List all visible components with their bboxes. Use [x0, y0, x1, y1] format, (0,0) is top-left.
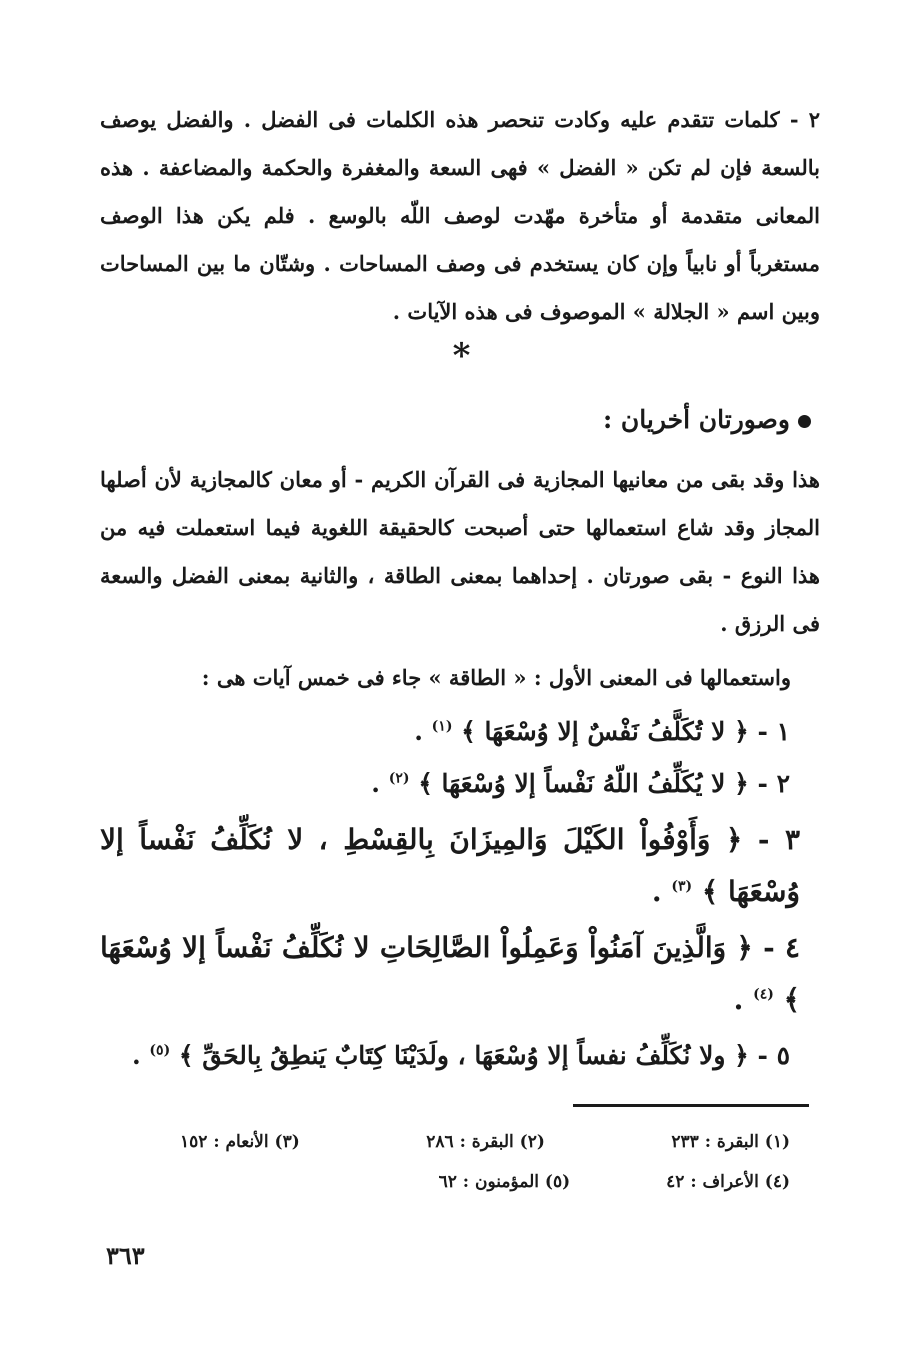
section-title-text: وصورتان أخريان :: [603, 405, 790, 434]
paragraph-2: هذا وقد بقى من معانيها المجازية فى القرآن الكريم - أو معان كالمجازية لأن أصلها المجاز وقد شاع استعمالها حتى أصبحت كالحقيقة اللغوية فيما استعملت فيه من هذا النوع - بقى صورتان . إحداهما بمعنى الطاقة ، والثانية بمعنى الفضل والسعة فى الرزق .: [100, 467, 820, 636]
verses-intro: واستعمالها فى المعنى الأول : « الطاقة » جاء فى خمس آيات هى :: [201, 665, 791, 690]
footnote-ref: (٥): [149, 1042, 171, 1059]
footnote-1: (١) البقرة : ٢٣٣: [671, 1132, 790, 1152]
verse-text: ٣ - ﴿ وَأَوْفُواْ الكَيْلَ وَالمِيزَانَ بِالقِسْطِ ، لا نُكَلِّفُ نَفْساً إلا وُسْعَهَا ﴾: [100, 823, 800, 908]
footnote-2: (٢) البقرة : ٢٨٦: [426, 1132, 545, 1152]
verse-3: [100, 814, 800, 918]
footnote-ref: (١): [431, 718, 453, 735]
footnote-divider: [573, 1104, 809, 1107]
verse-end: .: [414, 717, 432, 746]
verse-4: [100, 922, 800, 1026]
footnote-5: (٥) المؤمنون : ٦٢: [438, 1172, 571, 1192]
page-number: ٣٦٣: [106, 1241, 145, 1270]
paragraph-1: ٢ - كلمات تتقدم عليه وكادت تنحصر هذه الكلمات فى الفضل . والفضل يوصف بالسعة فإن لم تكن « الفضل » فهى السعة والمغفرة والحكمة والمضاعفة . هذه المعانى متقدمة أو متأخرة مهّدت لوصف اللّه بالوسع . فلم يكن هذا الوصف مستغرباً أو نابياً وإن كان يستخدم فى وصف المساحات . وشتّان ما بين المساحات وبين اسم « الجلالة » الموصوف فى هذه الآيات .: [100, 107, 820, 324]
footnote-ref: (٢): [388, 770, 410, 787]
verse-text: ٢ - ﴿ لا يُكَلِّفُ اللّهُ نَفْساً إلا وُسْعَهَا ﴾: [418, 769, 790, 798]
section-separator: *: [452, 336, 471, 376]
verse-list: [100, 706, 810, 1082]
verse-text: ١ - ﴿ لا تُكَلَّفُ نَفْسٌ إلا وُسْعَهَا ﴾: [461, 717, 790, 746]
footnote-row-1: [180, 1122, 790, 1162]
footnote-ref: (٣): [671, 878, 693, 895]
verse-end: .: [733, 983, 754, 1016]
bullet-icon: [798, 415, 811, 428]
footnote-3: (٣) الأنعام : ١٥٢: [180, 1132, 300, 1152]
footnote-ref: (٤): [753, 986, 774, 1003]
verse-2: [100, 758, 790, 810]
verse-5: [100, 1030, 790, 1082]
verse-1: [100, 706, 790, 758]
section-title: [603, 398, 811, 442]
verse-text: ٤ - ﴿ وَالَّذِينَ آمَنُواْ وَعَمِلُواْ الصَّالِحَاتِ لا نُكَلِّفُ نَفْساً إلا وُسْعَهَا ﴾: [100, 931, 800, 1016]
verse-end: .: [131, 1041, 150, 1070]
verse-end: .: [371, 769, 389, 798]
footnote-row-2: [180, 1162, 790, 1202]
footnotes: [180, 1122, 790, 1202]
verse-end: .: [651, 875, 672, 908]
footnote-4: (٤) الأعراف : ٤٢: [666, 1172, 790, 1192]
verse-text: ٥ - ﴿ ولا نُكَلِّفُ نفساً إلا وُسْعَهَا ، ولَدَيْنَا كِتَابٌ يَنطِقُ بِالحَقِّ ﴾: [178, 1041, 790, 1070]
